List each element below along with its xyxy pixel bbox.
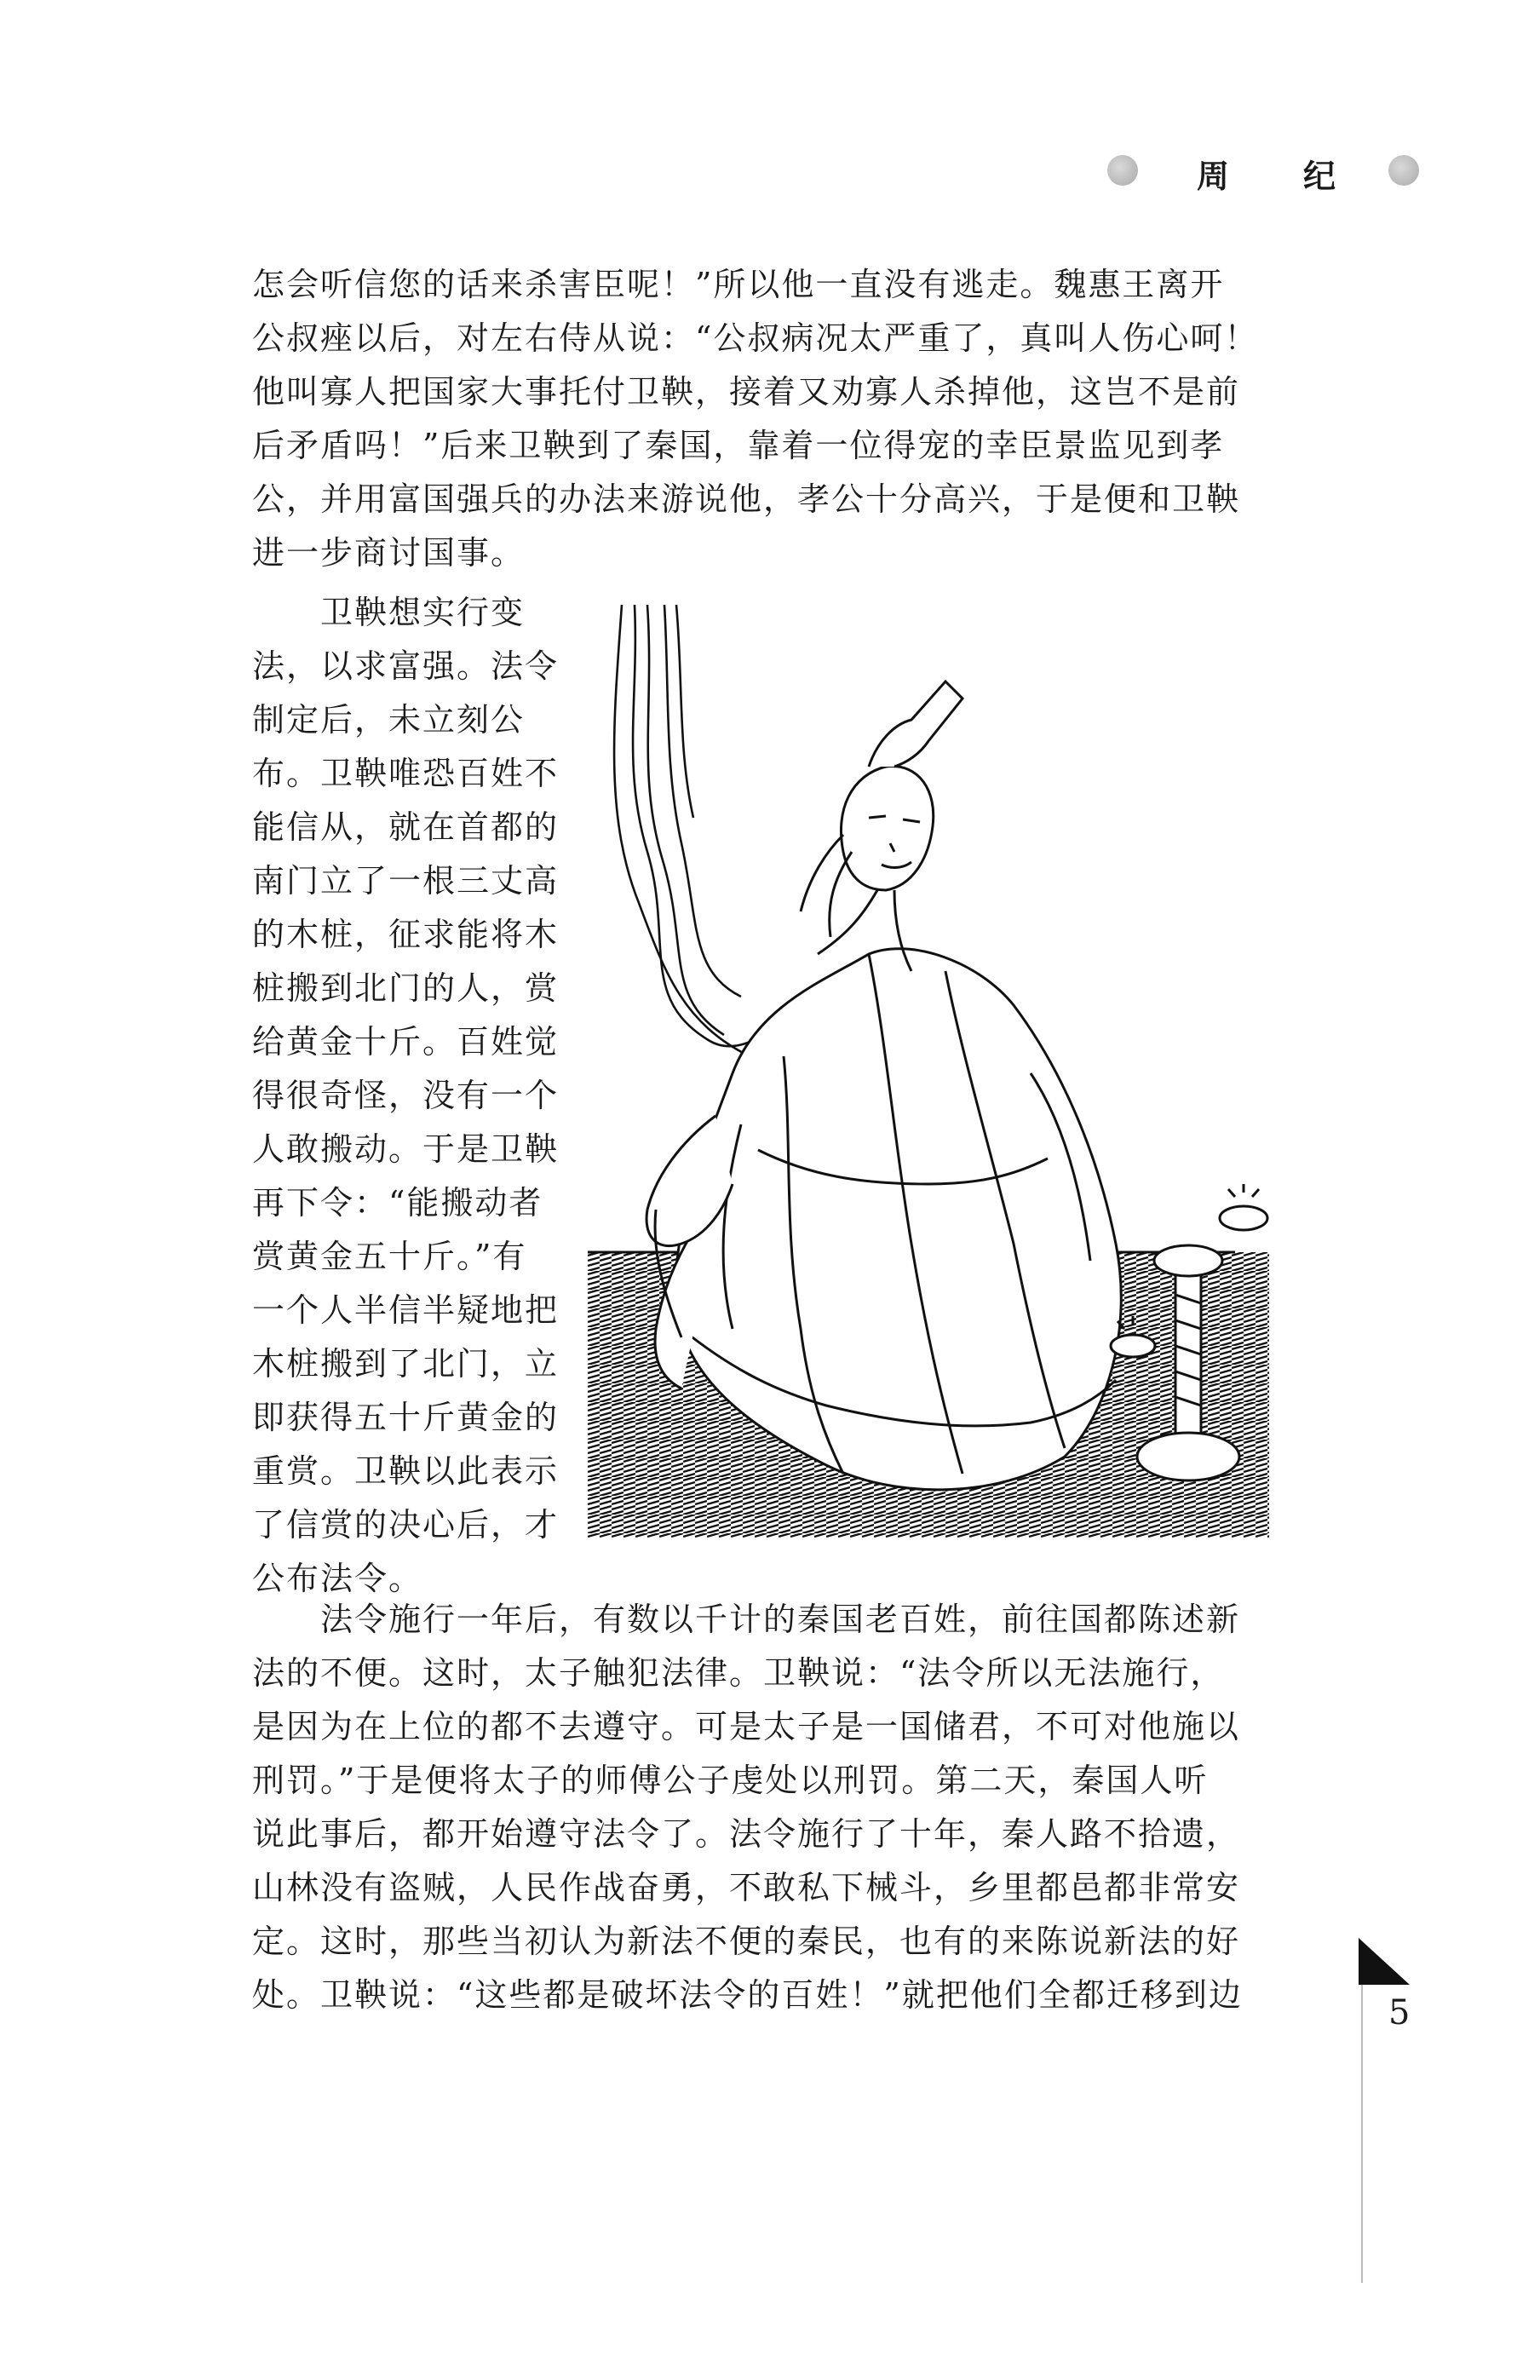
text-line: 布。卫鞅唯恐百姓不 <box>252 755 560 792</box>
text-line: 他叫寡人把国家大事托付卫鞅，接着又劝寡人杀掉他，这岂不是前 <box>252 373 1241 411</box>
text-line: 进一步商讨国事。 <box>252 534 526 572</box>
text-line: 一个人半信半疑地把 <box>252 1291 560 1329</box>
figure-head <box>801 681 962 971</box>
text-line: 后矛盾吗！”后来卫鞅到了秦国，靠着一位得宠的幸臣景监见到孝 <box>252 427 1225 464</box>
text-line: 说此事后，都开始遵守法令了。法令施行了十年，秦人路不拾遗， <box>252 1815 1241 1853</box>
text-line: 得很奇怪，没有一个 <box>252 1077 560 1114</box>
text-line: 刑罚。”于是便将太子的师傅公子虔处以刑罚。第二天，秦国人听 <box>252 1762 1209 1799</box>
text-line: 卫鞅想实行变 <box>320 594 526 631</box>
text-line: 了信赏的决心后，才 <box>252 1506 560 1544</box>
text-line: 再下令：“能搬动者 <box>252 1184 543 1222</box>
paragraph-2 <box>252 586 576 1606</box>
text-line: 怎会听信您的话来杀害臣呢！”所以他一直没有逃走。魏惠王离开 <box>252 266 1225 303</box>
text-line: 能信从，就在首都的 <box>252 808 560 846</box>
text-line: 公，并用富国强兵的办法来游说他，孝公十分高兴，于是便和卫鞅 <box>252 480 1241 518</box>
text-line: 南门立了一根三丈高 <box>252 862 560 900</box>
text-line: 公布法令。 <box>252 1560 423 1597</box>
running-header <box>1107 145 1431 196</box>
text-line: 给黄金十斤。百姓觉 <box>252 1023 560 1061</box>
text-line: 木桩搬到了北门，立 <box>252 1345 560 1383</box>
text-line: 重赏。卫鞅以此表示 <box>252 1452 560 1490</box>
text-line: 的木桩，征求能将木 <box>252 916 560 953</box>
page-corner-marker <box>1359 1938 1410 1985</box>
scholar-illustration <box>588 596 1269 1538</box>
margin-rule <box>1361 1985 1363 2283</box>
paragraph-1 <box>252 258 1283 580</box>
text-line: 山林没有盗贼，人民作战奋勇，不敢私下械斗，乡里都邑都非常安 <box>252 1869 1241 1906</box>
header-dot-left <box>1107 155 1138 186</box>
text-line: 制定后，未立刻公 <box>252 701 526 739</box>
text-line: 定。这时，那些当初认为新法不便的秦民，也有的来陈说新法的好 <box>252 1923 1241 1960</box>
text-line: 人敢搬动。于是卫鞅 <box>252 1130 560 1168</box>
text-line: 法，以求富强。法令 <box>252 647 560 685</box>
header-dot-right <box>1388 155 1419 186</box>
text-line: 法令施行一年后，有数以千计的秦国老百姓，前往国都陈述新 <box>320 1601 1241 1638</box>
text-line: 赏黄金五十斤。”有 <box>252 1238 527 1275</box>
header-title-char-2: 纪 <box>1303 158 1336 195</box>
hanging-ribbons <box>614 605 784 1056</box>
paragraph-3 <box>252 1593 1283 2022</box>
header-title-char-1: 周 <box>1197 158 1230 195</box>
page-number: 5 <box>1388 1993 1411 2032</box>
text-line: 法的不便。这时，太子触犯法律。卫鞅说：“法令所以无法施行， <box>252 1654 1225 1692</box>
text-line: 即获得五十斤黄金的 <box>252 1399 560 1436</box>
text-line: 公叔痤以后，对左右侍从说：“公叔病况太严重了，真叫人伤心呵！ <box>252 319 1259 357</box>
text-line: 处。卫鞅说：“这些都是破坏法令的百姓！”就把他们全都迁移到边 <box>252 1976 1243 2014</box>
text-line: 是因为在上位的都不去遵守。可是太子是一国储君，不可对他施以 <box>252 1708 1241 1745</box>
text-line: 桩搬到北门的人，赏 <box>252 969 560 1007</box>
